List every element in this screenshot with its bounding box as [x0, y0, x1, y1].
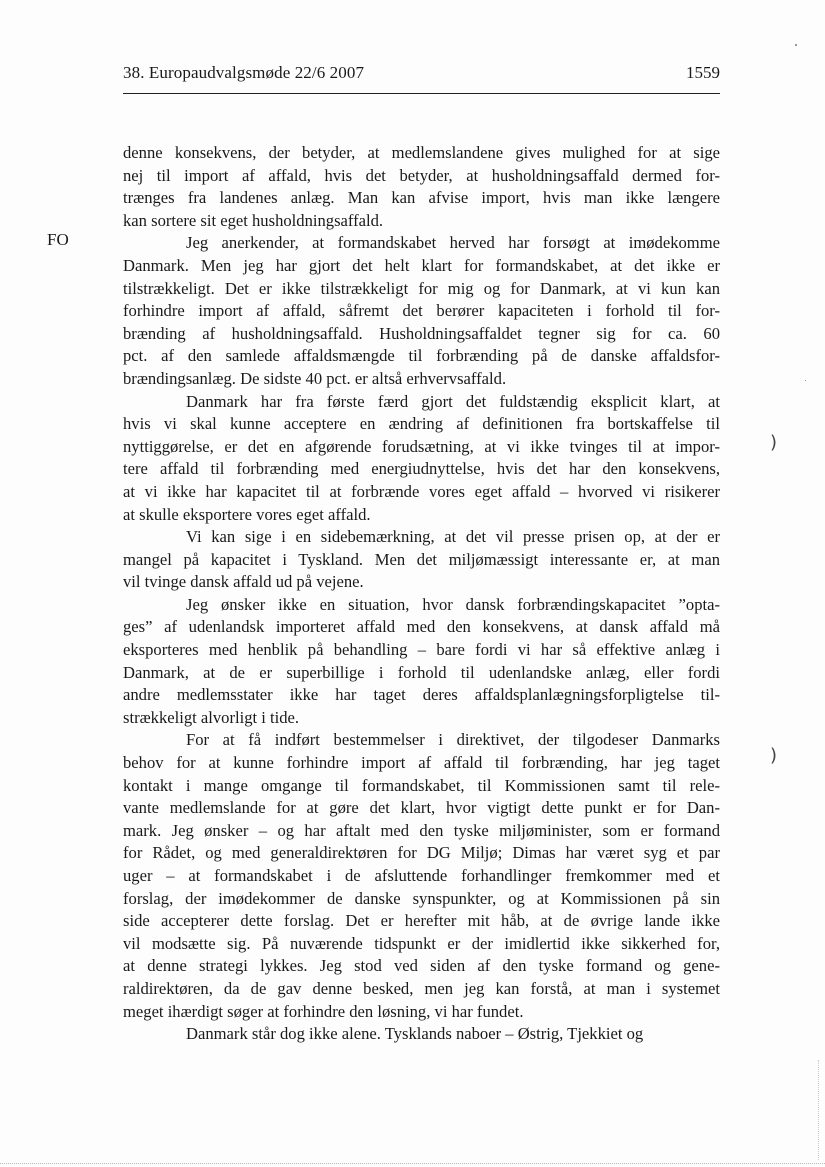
text-line: meget ihærdigt søger at forhindre den løsning, vi har fundet.	[123, 1001, 524, 1021]
text-line: nej til import af affald, hvis det betyder, at husholdningsaffald dermed for-	[123, 165, 720, 185]
body-text	[123, 142, 720, 1046]
text-line: Danmark, at de er superbillige i forhold til udenlandske anlæg, eller fordi	[123, 662, 720, 682]
text-line: strækkeligt alvorligt i tide.	[123, 707, 300, 727]
text-line: ges” af udenlandsk importeret affald med den konsekvens, at dansk affald må	[123, 617, 720, 637]
text-line: hvis vi skal kunne acceptere en ændring af definitionen fra bortskaffelse til	[123, 414, 720, 434]
text-line: behov for at kunne forhindre import af affald til forbrænding, har jeg taget	[123, 753, 720, 773]
text-line: Danmark har fra første færd gjort det fuldstændig eksplicit klart, at	[186, 391, 720, 411]
text-line: Danmark. Men jeg har gjort det helt klart for formandskabet, at det ikke er	[123, 255, 720, 275]
page-header	[123, 62, 720, 88]
scan-speck	[805, 380, 806, 381]
text-line: Vi kan sige i en sidebemærkning, at det vil presse prisen op, at der er	[186, 527, 720, 547]
text-line: mangel på kapacitet i Tyskland. Men det miljømæssigt interessante er, at man	[123, 549, 720, 569]
text-line: tere affald til forbrænding med energiudnyttelse, hvis det har den konsekvens,	[123, 459, 720, 479]
scan-speck	[795, 44, 797, 46]
text-line: kontakt i mange omgange til formandskabet, til Kommissionen samt til rele-	[123, 775, 720, 795]
margin-note: FO	[47, 230, 69, 249]
scan-bracket-mark: )	[770, 432, 778, 453]
text-line: eksporteres med henblik på behandling – bare fordi vi har så effektive anlæg i	[123, 640, 720, 660]
scan-bottom-edge	[0, 1163, 825, 1164]
text-line: nyttiggørelse, er det en afgørende forudsætning, at vi ikke tvinges til at impor-	[123, 436, 720, 456]
text-line: at denne strategi lykkes. Jeg stod ved siden af den tyske formand og gene-	[123, 956, 720, 976]
text-line: mark. Jeg ønsker – og har aftalt med den tyske miljøminister, som er formand	[123, 820, 720, 840]
text-line: pct. af den samlede affaldsmængde til forbrænding på de danske affaldsfor-	[123, 346, 720, 366]
text-line: uger – at formandskabet i de afsluttende forhandlinger fremkommer med et	[123, 866, 720, 885]
text-line: at vi ikke har kapacitet til at forbrænde vores eget affald – hvorved vi risikerer	[123, 481, 720, 501]
text-line: Danmark står dog ikke alene. Tysklands naboer – Østrig, Tjekkiet og	[186, 1024, 644, 1044]
text-line: vil modsætte sig. På nuværende tidspunkt er der imidlertid ikke sikkerhed for,	[123, 933, 720, 953]
text-line: denne konsekvens, der betyder, at medlemslandene gives mulighed for at sige	[123, 143, 720, 162]
text-line: andre medlemsstater ikke har taget deres affaldsplanlægningsforpligtelse til-	[123, 685, 720, 705]
text-line: raldirektøren, da de gav denne besked, men jeg kan forstå, at man i systemet	[123, 978, 720, 998]
text-line: brændingsanlæg. De sidste 40 pct. er altså erhvervsaffald.	[123, 368, 507, 388]
text-line: kan sortere sit eget husholdningsaffald.	[123, 210, 384, 230]
scan-right-edge	[818, 1060, 819, 1160]
text-line: brænding af husholdningsaffald. Husholdningsaffaldet tegner sig for ca. 60	[123, 323, 720, 343]
text-line: Jeg anerkender, at formandskabet herved har forsøgt at imødekomme	[186, 233, 720, 253]
text-line: For at få indført bestemmelser i direktivet, der tilgodeser Danmarks	[186, 730, 720, 750]
text-line: forslag, der imødekommer de danske synspunkter, og at Kommissionen på sin	[123, 888, 720, 908]
text-line: forhindre import af affald, såfremt det berører kapaciteten i forhold til for-	[123, 301, 720, 321]
text-line: side accepterer dette forslag. Det er herefter mit håb, at de øvrige lande ikke	[123, 911, 720, 931]
text-line: vil tvinge dansk affald ud på vejene.	[123, 572, 364, 592]
text-line: for Rådet, og med generaldirektøren for DG Miljø; Dimas har været syg et par	[123, 843, 720, 863]
text-line: Jeg ønsker ikke en situation, hvor dansk forbrændingskapacitet ”opta-	[186, 594, 720, 614]
header-title: 38. Europaudvalgsmøde 22/6 2007	[123, 63, 365, 82]
text-line: at skulle eksportere vores eget affald.	[123, 504, 371, 524]
scan-bracket-mark: )	[770, 745, 778, 766]
text-line: trænges fra landenes anlæg. Man kan afvise import, hvis man ikke længere	[123, 188, 720, 208]
text-line: tilstrækkeligt. Det er ikke tilstrækkeligt for mig og for Danmark, at vi kun kan	[123, 278, 720, 298]
page-number: 1559	[686, 63, 720, 82]
text-line: vante medlemslande for at gøre det klart, hvor vigtigt dette punkt er for Dan-	[123, 798, 720, 818]
header-divider	[123, 93, 720, 94]
